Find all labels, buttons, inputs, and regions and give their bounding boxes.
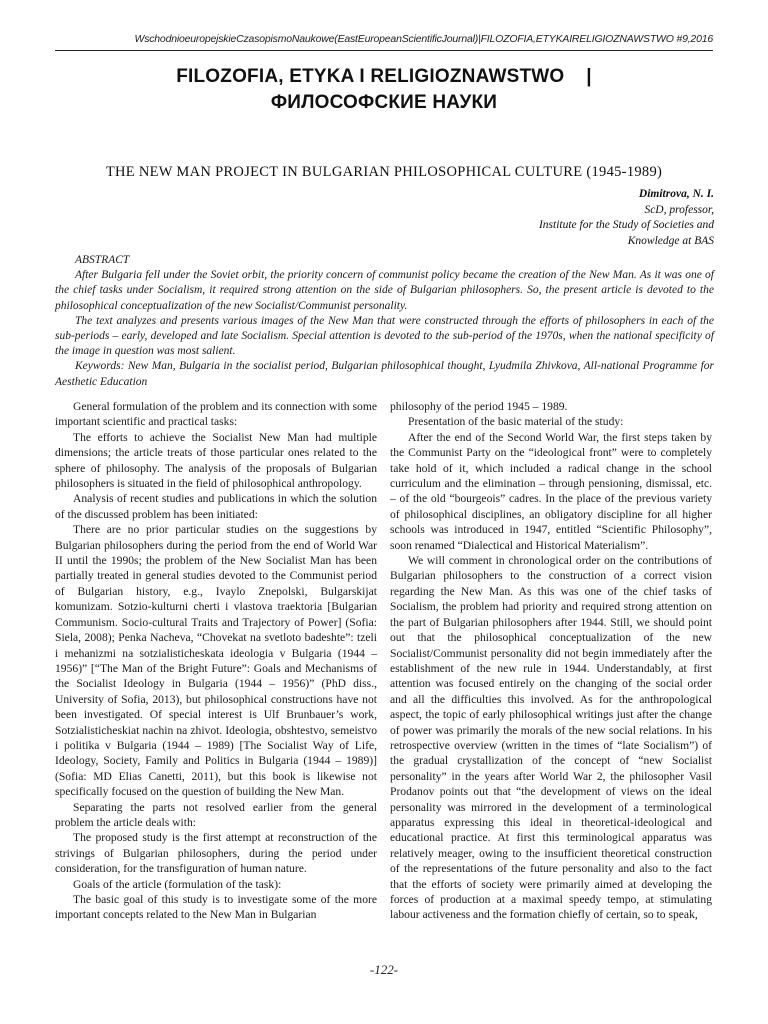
body-paragraph: Analysis of recent studies and publications in which the solution of the discussed problem has been initiated: — [55, 492, 377, 521]
body-paragraph: We will comment in chronological order on the contributions of Bulgarian philosophers to the construction of a correct vision regarding the New Man. As this was one of the chief tasks of Socialism, the problem had priority and required strong attention on the part of Bulgarian philosophers after 1944. Still, we should point out that the philosophical conceptualization of the new Socialist/Communist personality did not begin immediately after the establishment of the new rule in 1944. Understandably, at first attention was focused entirely on the changing of the social order and all the difficulties this involved. As for the anthropological aspect, the topic of early philosophical writings just after the change of power was primarily the morals of the new social relations. In his retrospective overview (written in the times of “late Socialism”) of the gradual crystallization of the concept of “new Socialist personality” in the years after World War 2, the philosopher Vasil Prodanov points out that “the development of views on the ideal personality was mirrored in the development of a terminological apparatus expressing this ideal in theoretical-ideological and educational practice. At first this terminological apparatus was relatively meager, owing to the insufficient theoretical construction of the representations of the future personality and also to the fact that the efforts of society were primarily aimed at developing the forces of production at a maximal speedy tempo, at stimulating labour activeness and the formation chiefly of certain, so to speak, — [390, 554, 712, 922]
body-column-left — [55, 399, 377, 923]
page-number: -122- — [369, 962, 399, 977]
author-name: Dimitrova, N. I. — [638, 188, 714, 200]
body-paragraph: The basic goal of this study is to investigate some of the more important concepts related to the New Man in Bulgarian — [55, 893, 377, 922]
abstract-paragraph: After Bulgaria fell under the Soviet orbit, the priority concern of communist policy became the creation of the New Man. As it was one of the chief tasks under Socialism, it required strong attention on the side of Bulgarian philosophers. So, the present article is devoted to the philosophical conceptualization of the new Socialist/Communist personality. — [55, 269, 714, 312]
section-title-line-1: FILOZOFIA, ETYKA I RELIGIOZNAWSTWO | — [176, 66, 592, 87]
author-affiliation-line-1: Institute for the Study of Societies and — [538, 219, 714, 231]
body-paragraph: The proposed study is the first attempt at reconstruction of the strivings of Bulgarian philosophers, during the period under consideration, for the transfiguration of human nature. — [55, 831, 377, 876]
abstract-paragraph: The text analyzes and presents various images of the New Man that were constructed through the efforts of philosophers in each of the sub-periods – early, developed and late Socialism. Special attention is devoted to the sub-period of the 1970s, when the national specificity of the image in question was most salient. — [55, 314, 714, 358]
author-affiliation-line-2: Knowledge at BAS — [627, 234, 714, 247]
section-title — [55, 64, 713, 116]
abstract — [55, 253, 714, 390]
abstract-label: ABSTRACT — [75, 254, 130, 266]
body-paragraph-continued: philosophy of the period 1945 – 1989. — [390, 400, 568, 413]
author-block — [380, 187, 714, 249]
running-header: WschodnioeuropejskieCzasopismoNaukowe(EastEuropeanScientificJournal)|FILOZOFIA,ETYKAIRELIGIOZNAWSTWO #9,2016 — [55, 33, 713, 51]
body-paragraph: The efforts to achieve the Socialist New Man had multiple dimensions; the article treats of those particular ones related to the sphere of philosophy. The analysis of the proposals of Bulgarian philosophers is situated in the field of philosophical anthropology. — [55, 430, 377, 491]
keywords: Keywords: New Man, Bulgaria in the socialist period, Bulgarian philosophical thought, Lyudmila Zhivkova, All-national Programme for Aesthetic Education — [55, 360, 714, 388]
body-column-right — [390, 399, 712, 923]
body-paragraph: Presentation of the basic material of the study: — [408, 415, 624, 429]
body-paragraph: Separating the parts not resolved earlier from the general problem the article deals with: — [55, 800, 377, 829]
body-paragraph: After the end of the Second World War, the first steps taken by the Communist Party on the “ideological front” were to completely take hold of it, which included a radical change in the school curriculum and the elimination – through pensioning, dismissal, etc. – of the old “bourgeois” cadres. In the place of the previous variety of philosophical disciplines, an obligatory discipline for all higher schools was introduced in 1947, entitled “Scientific Philosophy”, soon renamed “Dialectical and Historical Materialism”. — [390, 430, 712, 552]
article-title: THE NEW MAN PROJECT IN BULGARIAN PHILOSOPHICAL CULTURE (1945-1989) — [105, 164, 663, 180]
body-paragraph: There are no prior particular studies on the suggestions by Bulgarian philosophers during the period from the end of World War II until the 1990s; the problem of the New Socialist Man has been partially treated in general studies devoted to the Communist period of Bulgarian history, e.g., Ivaylo Znepolski, Bulgarskijat komunizam. Sotzio-kulturni cherti i vlastova traektoria [Bulgarian Communism. Socio-cultural Traits and Trajectory of Power] (Sofia: Siela, 2008); Penka Nacheva, “Chovekat na svetloto badeshte”: tzeli i mehanizmi na sotzialisticheskata ideologia v Bulgaria (1944 – 1956)” [“The Man of the Bright Future”: Goals and Mechanisms of the Socialist Ideology in Bulgaria (1944 – 1956)” (PhD diss., University of Sofia, 2013), but philosophical constructions have not been investigated. Of special interest is Ulf Brunbauer’s work, Sotzialisticheskiat nachin na zhivot. Ideologia, obshtestvo, semeistvo i politika v Bulgaria (1944 – 1989) [The Socialist Way of Life, Ideology, Society, Family and Politics in Bulgaria (1944 – 1989)] (Sofia: MD Elias Canetti, 2011), but this book is likewise not specifically focused on the question of building the New Man. — [55, 523, 377, 799]
section-title-line-2: ФИЛОСОФСКИЕ НАУКИ — [270, 92, 498, 113]
author-degree: ScD, professor, — [644, 203, 714, 216]
body-paragraph: General formulation of the problem and its connection with some important scientific and practical tasks: — [55, 400, 377, 429]
body-paragraph: Goals of the article (formulation of the task): — [73, 877, 282, 891]
